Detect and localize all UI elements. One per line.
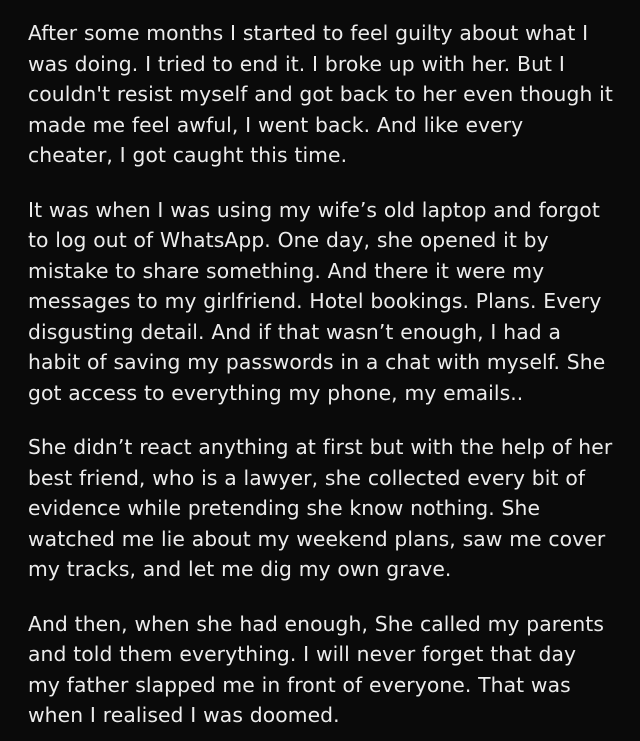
paragraph-3: She didn’t react anything at first but with the help of her best friend, who is a lawyer, she collected every bit of evidence while pretending she know nothing. She watched me lie about my weekend plans, saw me cover my tracks, and let me dig my own grave.: [28, 435, 613, 581]
paragraph-1: After some months I started to feel guilty about what I was doing. I tried to end it. I broke up with her. But I couldn't resist myself and got back to her even though it made me feel awful, I went back. And like every cheater, I got caught this time.: [28, 21, 613, 167]
paragraph-2: It was when I was using my wife’s old laptop and forgot to log out of WhatsApp. One day, she opened it by mistake to share something. And there it were my messages to my girlfriend. Hotel bookings. Plans. Every disgusting detail. And if that wasn’t enough, I had a habit of saving my passwords in a chat with myself. She got access to everything my phone, my emails..: [28, 197, 606, 405]
paragraph-4: And then, when she had enough, She called my parents and told them everything. I will never forget that day my father slapped me in front of everyone. That was when I realised I was doomed.: [28, 611, 605, 727]
